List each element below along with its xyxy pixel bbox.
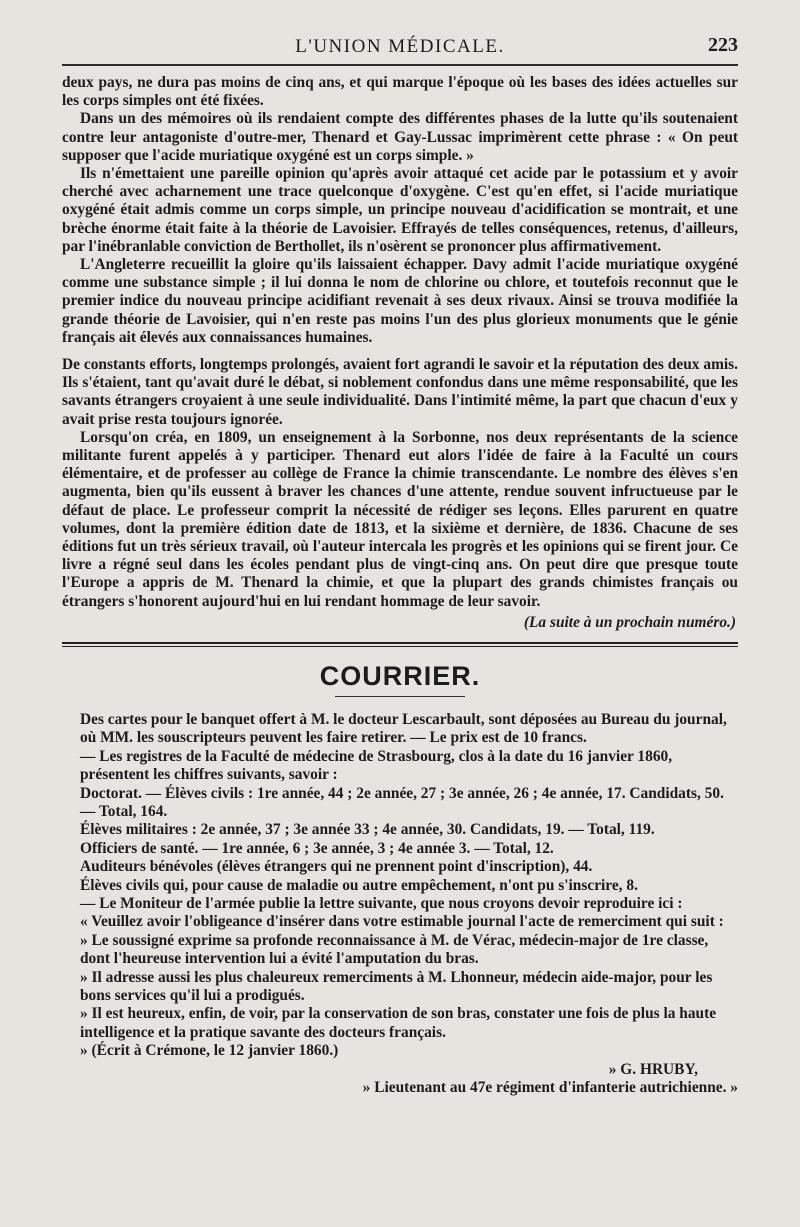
courrier-line-13: » (Écrit à Crémone, le 12 janvier 1860.) [80,1042,339,1060]
article-paragraph-4: L'Angleterre recueillit la gloire qu'ils laissaient échapper. Davy admit l'acide muriatique oxygéné comme une substance simple ; il lui donna le nom de chlorine ou chlore, et toutefois reconnut que le premier indice du nouveau principe acidifiant revenait à ses deux rivaux. Ainsi se trouva modifiée la grande théorie de Lavoisier, qui n'en reste pas moins l'un des plus glorieux monuments que le génie français ait élevés aux connaissances humaines. [62,256,738,346]
continuation-note: (La suite à un prochain numéro.) [523,613,736,631]
article-paragraph-1: deux pays, ne dura pas moins de cinq ans, et qui marque l'époque où les bases des idées actuelles sur les corps simples ont été fixées. [62,74,738,110]
article-paragraph-5: De constants efforts, longtemps prolongés, avaient fort agrandi le savoir et la réputation des deux amis. Ils s'étaient, tant qu'avait duré le débat, si noblement confondus dans une même responsabilité, que les savants étrangers croyaient à une seule individualité. Dans l'intimité même, la part que chacun d'eux y avait prise resta toujours ignorée. [62,356,738,428]
courrier-line-10: » Le soussigné exprime sa profonde reconnaissance à M. de Vérac, médecin-major de 1re classe, dont l'heureuse intervention lui a évité l'amputation du bras. [80,931,709,968]
page-number: 223 [708,34,738,56]
running-header [62,34,738,66]
courrier-line-2: — Les registres de la Faculté de médecine de Strasbourg, clos à la date du 16 janvier 1860, présentent les chiffres suivants, savoir : [80,747,673,784]
courrier-line-12: » Il est heureux, enfin, de voir, par la conservation de son bras, constater une fois de plus la haute intelligence et la pratique savante des docteurs français. [80,1005,717,1041]
courrier-line-8: — Le Moniteur de l'armée publie la lettre suivante, que nous croyons devoir reproduire ici : [80,894,683,912]
section-divider [62,642,738,647]
courrier-line-6: Auditeurs bénévoles (élèves étrangers qui ne prennent point d'inscription), 44. [80,858,593,876]
courrier-line-4: Élèves militaires : 2e année, 37 ; 3e année 33 ; 4e année, 30. Candidats, 19. — Total, 119. [80,821,655,839]
courrier-title: COURRIER. [319,660,481,691]
title-underline [335,696,465,697]
signature-rank: » Lieutenant au 47e régiment d'infanterie autrichienne. » [362,1079,738,1097]
paragraph-gap [62,347,738,356]
courrier-line-11: » Il adresse aussi les plus chaleureux remerciments à M. Lhonneur, médecin aide-major, pour les bons services qu'il lui a prodigués. [80,968,713,1004]
courrier-body [62,711,738,1098]
signature-name: » G. HRUBY, [608,1060,698,1078]
article-paragraph-3: Ils n'émettaient une pareille opinion qu'après avoir attaqué cet acide par le potassium et y avoir cherché avec acharnement une trace quelconque d'oxygène. C'est qu'en effet, si l'acide muriatique oxygéné était admis comme un corps simple, un principe nouveau d'acidification se montrait, et une brèche énorme était faite à la théorie de Lavoisier. Effrayés de telles conséquences, retenus, d'ailleurs, par l'inébranlable conviction de Berthollet, ils n'osèrent se prononcer plus affirmativement. [62,165,738,255]
courrier-line-3: Doctorat. — Élèves civils : 1re année, 44 ; 2e année, 27 ; 3e année, 26 ; 4e année, 17. Candidats, 50. — Total, 164. [80,784,724,820]
courrier-line-5: Officiers de santé. — 1re année, 6 ; 3e année, 3 ; 4e année 3. — Total, 12. [80,839,554,857]
article-paragraph-2: Dans un des mémoires où ils rendaient compte des différentes phases de la lutte qu'ils soutenaient contre leur antagoniste d'outre-mer, Thenard et Gay-Lussac imprimèrent cette phrase : « On peut supposer que l'acide muriatique oxygéné est un corps simple. » [62,110,738,164]
courrier-line-7: Élèves civils qui, pour cause de maladie ou autre empêchement, n'ont pu s'inscrire, 8. [80,876,638,894]
article-paragraph-6: Lorsqu'on créa, en 1809, un enseignement à la Sorbonne, nos deux représentants de la science militante furent appelés à y participer. Thenard eut alors l'idée de faire à la Faculté un cours élémentaire, et de professer au collège de France la chimie transcendante. Le nombre des élèves s'en augmenta, bien qu'ils eussent à braver les chances d'une attente, rendue souvent infructueuse par le défaut de place. Le professeur comprit la nécessité de rédiger ses leçons. Elles parurent en quatre volumes, dont la première édition date de 1813, et la sixième et dernière, de 1836. Chacune de ses éditions fut un très sérieux travail, où l'auteur intercala les progrès et les opinions qui se firent jour. Ce livre a régné seul dans les écoles pendant plus de vingt-cinq ans. On peut dire que presque toute l'Europe a appris de M. Thenard la chimie, et que la plupart des grands chimistes français ou étrangers s'honorent aujourd'hui en lui rendant hommage de leur savoir. [62,428,738,610]
courrier-line-9: « Veuillez avoir l'obligeance d'insérer dans votre estimable journal l'acte de remerciment qui suit : [80,913,724,931]
courrier-line-1: Des cartes pour le banquet offert à M. le docteur Lescarbault, sont déposées au Bureau du journal, où MM. les souscripteurs peuvent les faire retirer. — Le prix est de 10 francs. [80,710,727,747]
article-body [62,74,738,632]
running-title: L'UNION MÉDICALE. [295,36,505,57]
